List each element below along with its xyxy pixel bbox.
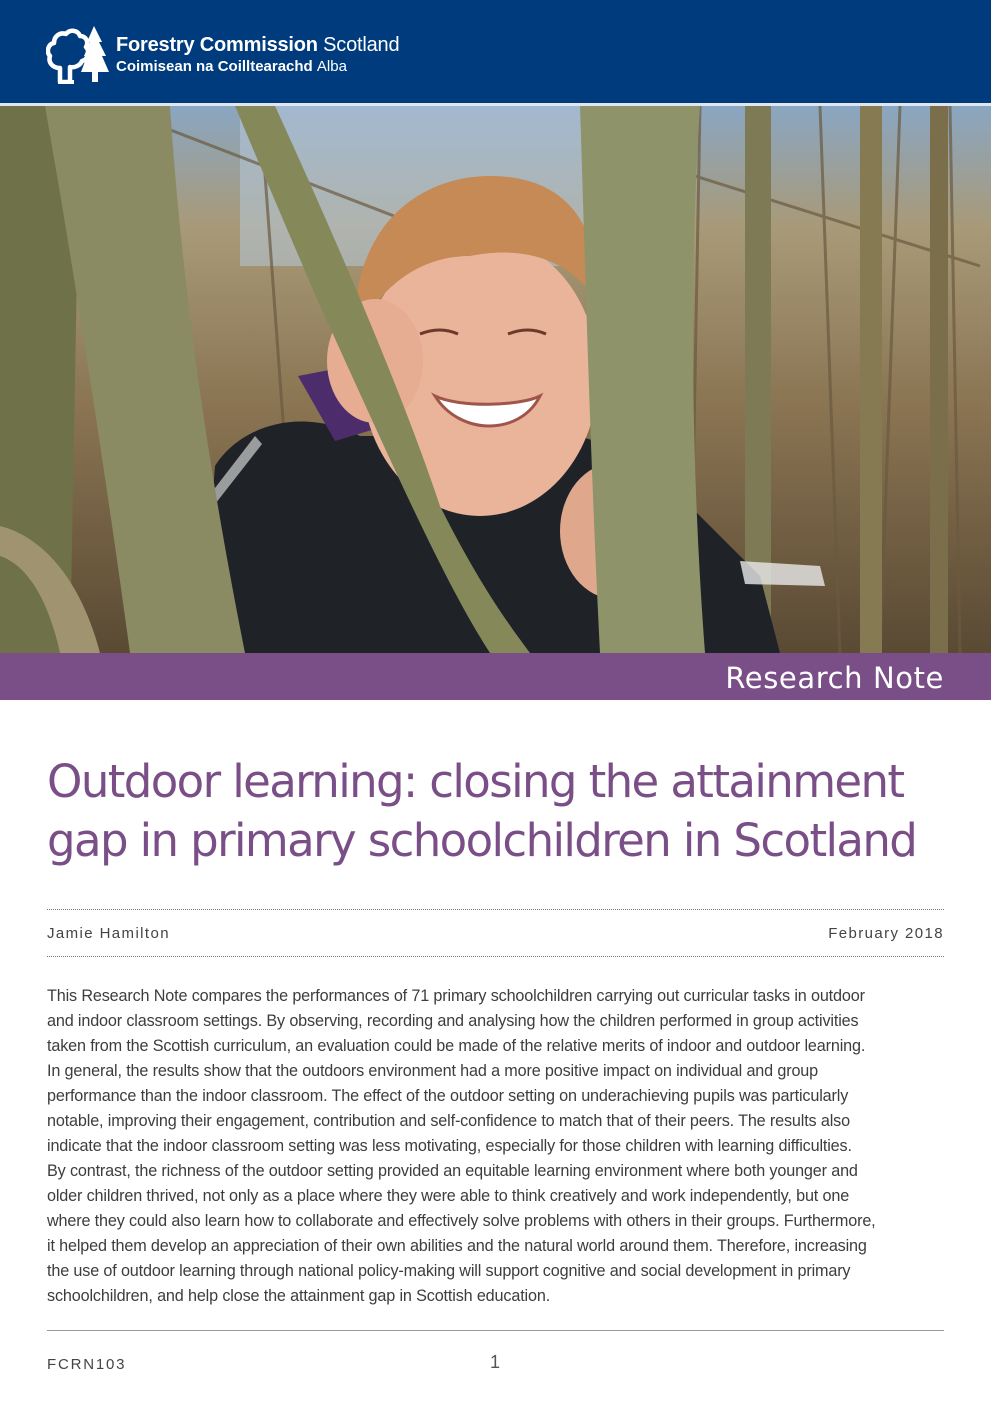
org-region-gaelic: Alba [316,57,347,75]
publication-date: February 2018 [828,925,944,942]
abstract-line: indicate that the indoor classroom setting was less motivating, especially for those children with learning difficulties. [47,1137,852,1155]
tree-logo-icon [46,24,110,84]
abstract-line: taken from the Scottish curriculum, an evaluation could be made of the relative merits of indoor and outdoor learning. [47,1037,866,1055]
abstract-line: This Research Note compares the performances of 71 primary schoolchildren carrying out curricular tasks in outdoor [47,987,865,1005]
org-name: Forestry Commission [116,33,318,56]
abstract-line: notable, improving their engagement, contribution and self-confidence to match that of their peers. The results also [47,1112,850,1130]
author-name: Jamie Hamilton [47,925,170,942]
org-region: Scotland [323,33,400,56]
document-code: FCRN103 [47,1356,127,1373]
publication-type-label: Research Note [725,661,944,695]
masthead [0,0,991,103]
forestry-commission-logo [46,24,399,84]
abstract-line: performance than the indoor classroom. The effect of the outdoor setting on underachieving pupils was particularly [47,1087,849,1105]
research-note-banner [0,653,991,700]
hero-photo [0,106,991,653]
page-number: 1 [490,1352,501,1372]
byline [47,925,944,945]
title-line-1: Outdoor learning: closing the attainment [47,755,904,808]
woodland-child-photo-icon [0,106,991,653]
abstract-line: the use of outdoor learning through national policy-making will support cognitive and social development in primary [47,1262,851,1280]
title-line-2: gap in primary schoolchildren in Scotland [47,814,917,867]
footer-divider [47,1330,944,1331]
abstract-line: schoolchildren, and help close the attainment gap in Scottish education. [47,1287,551,1305]
abstract-line: and indoor classroom settings. By observing, recording and analysing how the children performed in group activities [47,1012,859,1030]
abstract-line: where they could also learn how to collaborate and effectively solve problems with others in their groups. Furthermore, [47,1212,876,1230]
abstract-line: In general, the results show that the outdoors environment had a more positive impact on individual and group [47,1062,819,1080]
org-name-gaelic: Coimisean na Coilltearachd [116,57,313,75]
abstract [47,984,952,1309]
abstract-line: By contrast, the richness of the outdoor setting provided an equitable learning environment where both younger and [47,1162,858,1180]
byline-bottom-divider [47,956,944,957]
byline-top-divider [47,909,944,910]
abstract-line: older children thrived, not only as a place where they were able to think creatively and work independently, but one [47,1187,850,1205]
page-title [47,752,957,870]
abstract-line: it helped them develop an appreciation of their own abilities and the natural world around them. Therefore, increasing [47,1237,867,1255]
